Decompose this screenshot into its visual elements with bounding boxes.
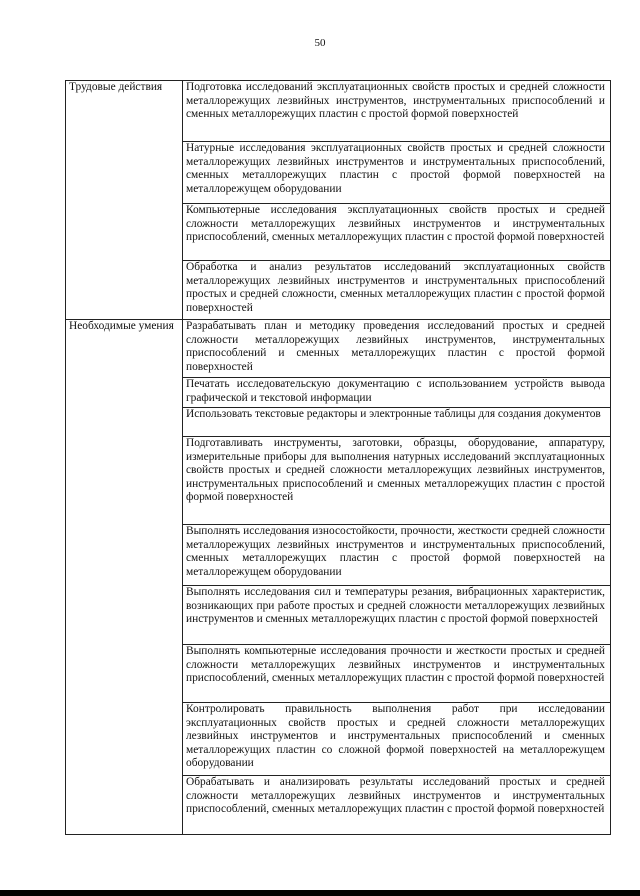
table-row — [66, 320, 611, 378]
scan-edge-bar — [0, 890, 640, 896]
page-number: 50 — [314, 37, 326, 49]
table-cell: Печатать исследовательскую документацию с использованием устройств вывода графической и текстовой информации — [183, 378, 611, 408]
table-cell: Использовать текстовые редакторы и электронные таблицы для создания документов — [183, 408, 611, 437]
table-cell: Обрабатывать и анализировать результаты исследований простых и средней сложности металлорежущих лезвийных инструментов и инструментальных приспособлений, сменных металлорежущих пластин с простой формой поверхностей — [183, 776, 611, 835]
competency-table — [65, 80, 611, 835]
table-cell: Подготовка исследований эксплуатационных свойств простых и средней сложности металлорежущих лезвийных инструментов, инструментальных приспособлений и сменных металлорежущих пластин с простой формой поверхностей — [183, 81, 611, 142]
table-cell: Выполнять исследования износостойкости, прочности, жесткости средней сложности металлорежущих лезвийных инструментов и инструментальных приспособлений, сменных металлорежущих пластин с простой формой поверхностей на металлорежущем оборудовании — [183, 525, 611, 586]
table-cell: Компьютерные исследования эксплуатационных свойств простых и средней сложности металлорежущих лезвийных инструментов и инструментальных приспособлений, сменных металлорежущих пластин с простой формой поверхностей — [183, 204, 611, 261]
table-cell: Обработка и анализ результатов исследований эксплуатационных свойств металлорежущих лезвийных инструментов и инструментальных приспособлений простых и средней сложности, сменных металлорежущих пластин с простой формой поверхностей — [183, 261, 611, 320]
table-cell: Контролировать правильность выполнения работ при исследовании эксплуатационных свойств простых и средней сложности металлорежущих лезвийных инструментов и инструментальных приспособлений и сменных металлорежущих пластин со сложной формой поверхностей на металлорежущем оборудовании — [183, 703, 611, 776]
table-cell: Выполнять исследования сил и температуры резания, вибрационных характеристик, возникающих при работе простых и средней сложности металлорежущих лезвийных инструментов и сменных металлорежущих пластин с простой формой поверхностей — [183, 586, 611, 645]
section-label-labor-actions: Трудовые действия — [66, 81, 183, 320]
section-label-required-skills: Необходимые умения — [66, 320, 183, 835]
table-cell: Разрабатывать план и методику проведения исследований простых и средней сложности металлорежущих лезвийных инструментов, инструментальных приспособлений и сменных металлорежущих пластин с простой формой поверхностей — [183, 320, 611, 378]
table-cell: Выполнять компьютерные исследования прочности и жесткости простых и средней сложности металлорежущих лезвийных инструментов и инструментальных приспособлений, сменных металлорежущих пластин с простой формой поверхностей — [183, 645, 611, 703]
table-row — [66, 81, 611, 142]
table-cell: Натурные исследования эксплуатационных свойств простых и средней сложности металлорежущих лезвийных инструментов и инструментальных приспособлений, сменных металлорежущих пластин с простой формой поверхностей на металлорежущем оборудовании — [183, 142, 611, 204]
table-cell: Подготавливать инструменты, заготовки, образцы, оборудование, аппаратуру, измерительные приборы для выполнения натурных исследований эксплуатационных свойств простых и средней сложности металлорежущих лезвийных инструментов, инструментальных приспособлений и сменных металлорежущих пластин с простой формой поверхностей — [183, 437, 611, 525]
